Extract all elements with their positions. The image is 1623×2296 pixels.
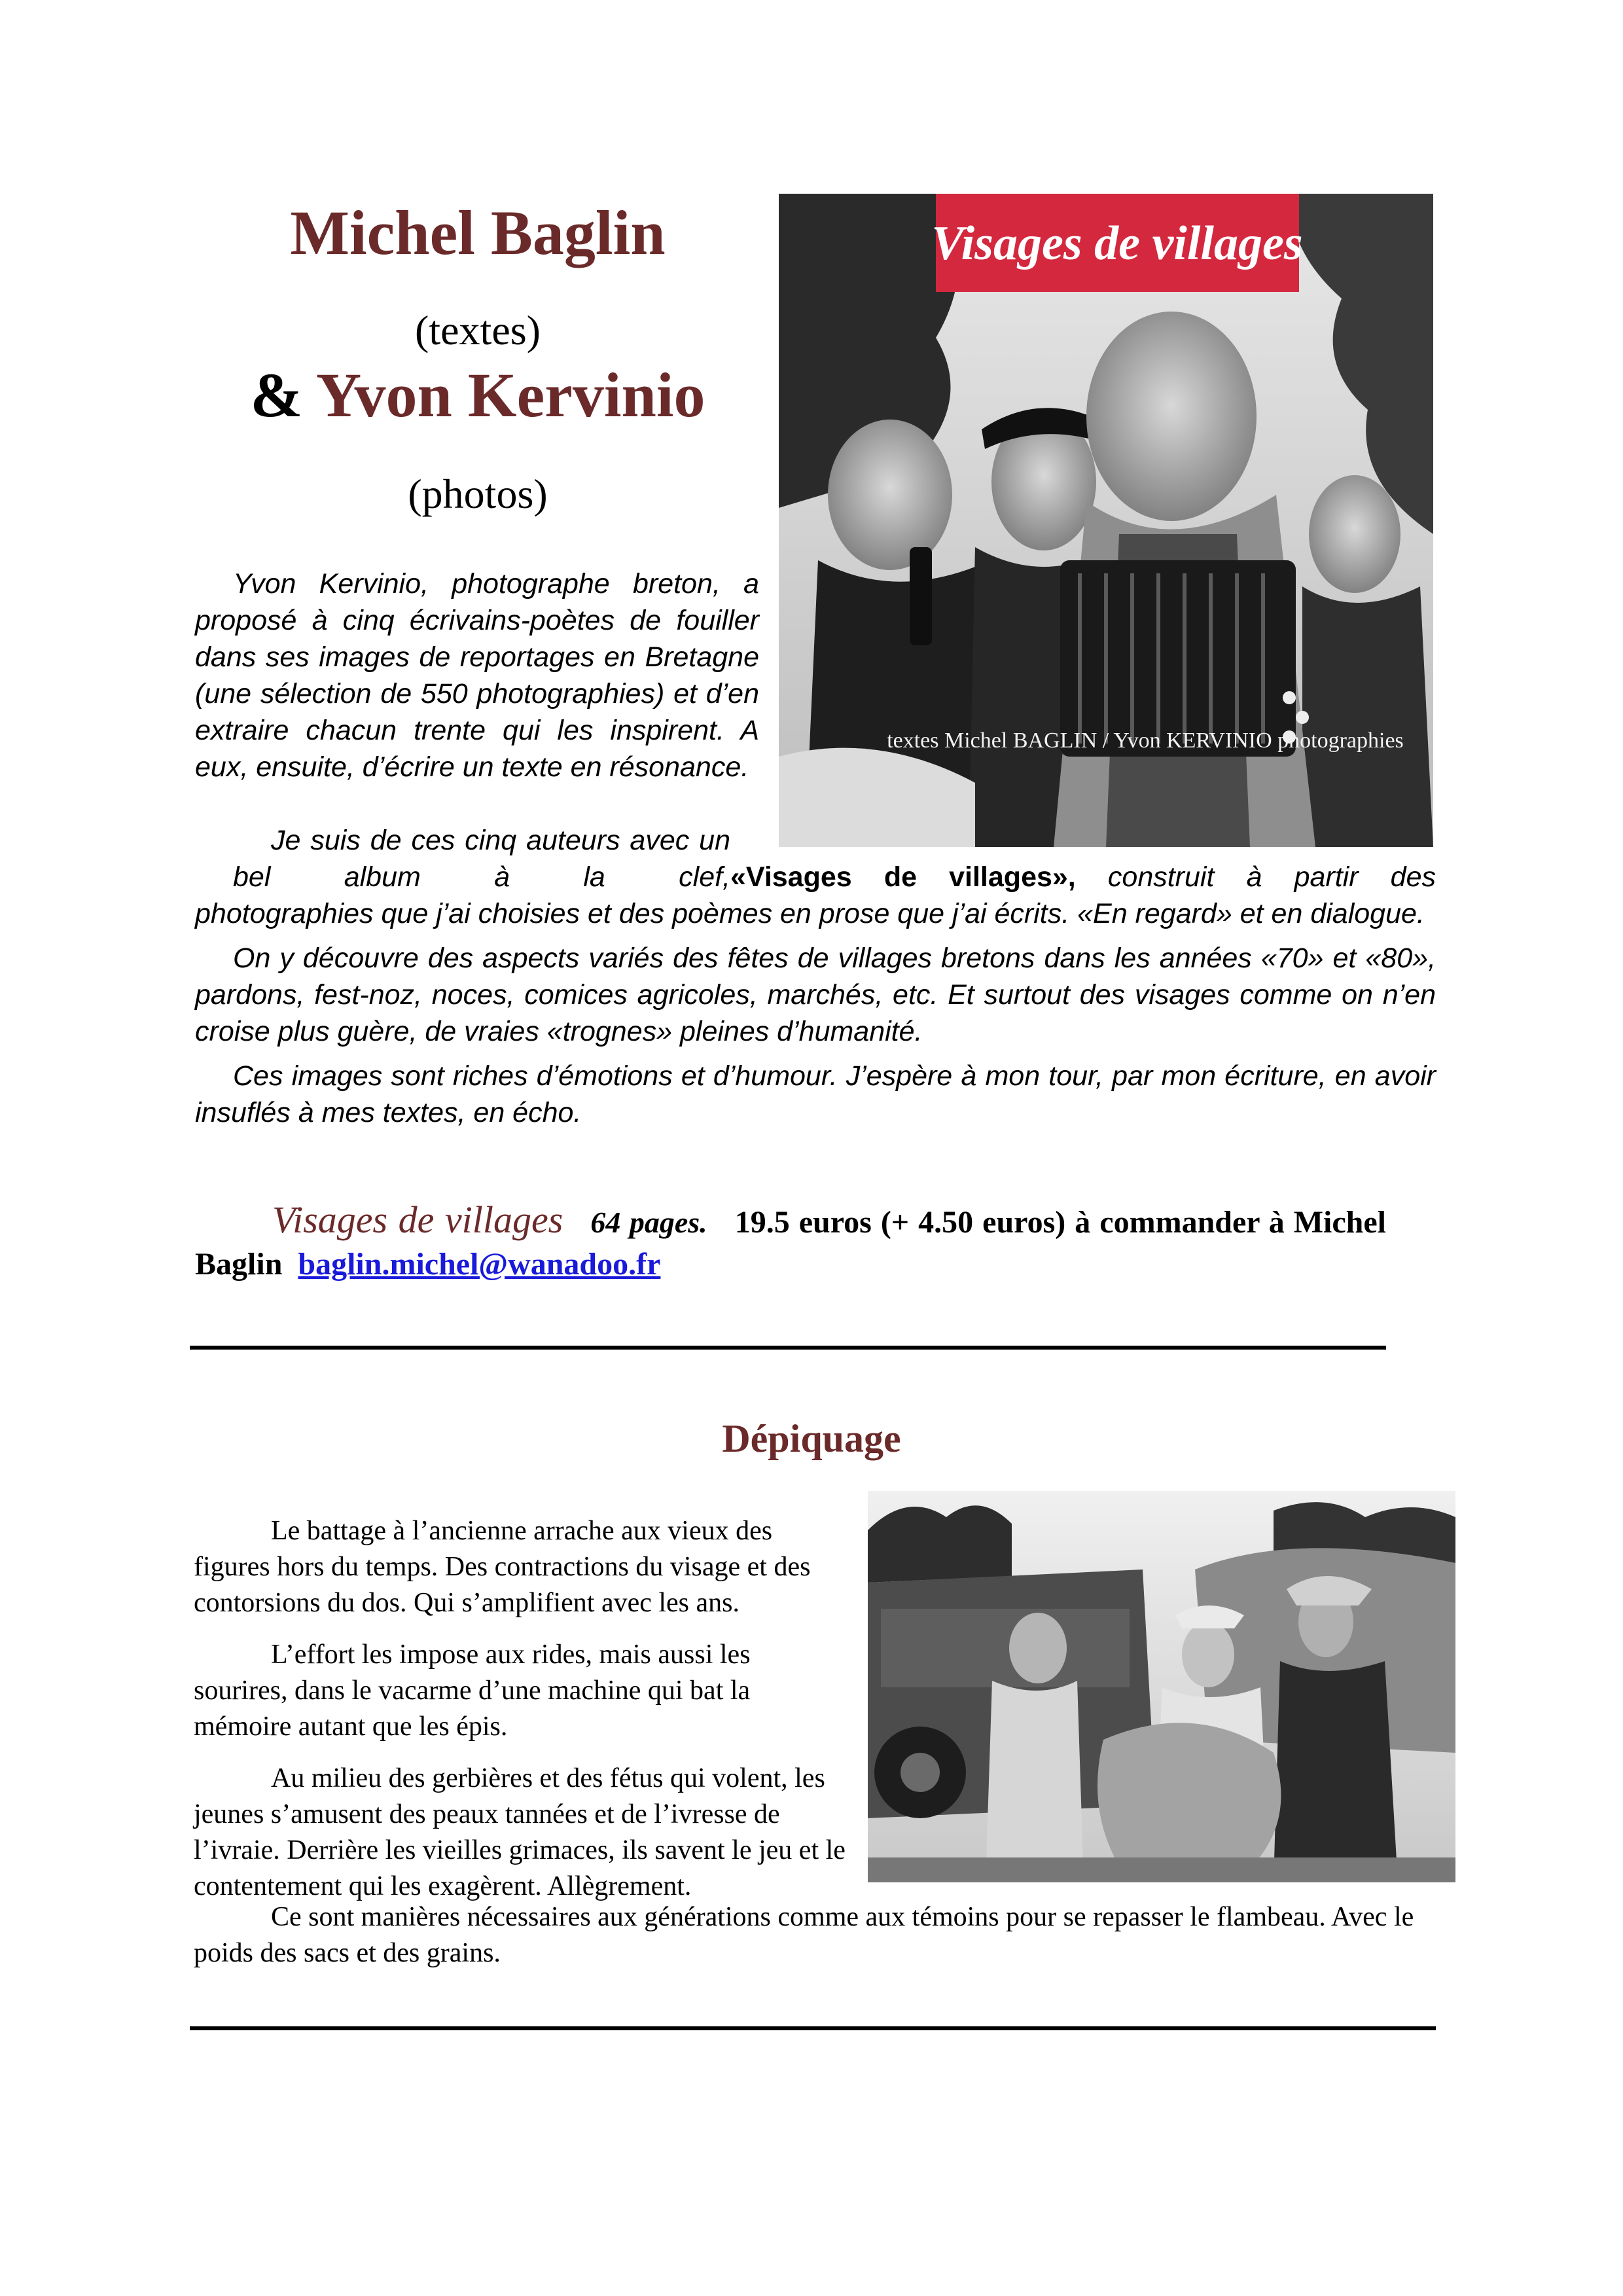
order-price: 19.5 euros (+ 4.50 euros) à commander à Michel Baglin bbox=[195, 1205, 1386, 1282]
intro-p2-book-title: «Visages de villages», bbox=[730, 861, 1076, 893]
section2-paragraph-4: Ce sont manières nécessaires aux générations comme aux témoins pour se repasser le flambeau. Avec le poids des sacs et des grains. bbox=[194, 1902, 1414, 1968]
section2-paragraph-3: Au milieu des gerbières et des fétus qui volent, les jeunes s’amusent des peaux tannées et de l’ivresse de l’ivraie. Derrière les vieilles grimaces, ils savent le jeu et le contentement qui les exagèrent. Allègrement. bbox=[194, 1763, 846, 1901]
order-email-link[interactable]: baglin.michel@wanadoo.fr bbox=[298, 1247, 661, 1282]
intro-column bbox=[195, 565, 759, 793]
intro-paragraph-3: On y découvre des aspects variés des fêtes de villages bretons dans les années «70» et «80», pardons, fest-noz, noces, comices agricoles, marchés, etc. Et surtout des visages comme on n’en croise plus guère, de vraies «trognes» pleines d’humanité. bbox=[195, 942, 1436, 1047]
intro-paragraph-1: Yvon Kervinio, photographe breton, a proposé à cinq écrivains-poètes de fouiller dans ses images de reportages en Bretagne (une sélection de 550 photographies) et d’en extraire chacun trente qui les inspirent. A eux, ensuite, d’écrire un texte en résonance. bbox=[195, 568, 759, 783]
section2-column bbox=[194, 1513, 851, 1920]
author-name-1: Michel Baglin bbox=[290, 198, 666, 268]
author-name-2-line bbox=[196, 359, 759, 431]
section-title: Dépiquage bbox=[722, 1417, 901, 1460]
divider-1 bbox=[190, 1346, 1386, 1350]
author-name-2: Yvon Kervinio bbox=[315, 360, 705, 430]
intro-p2-lead: Je suis de ces cinq auteurs avec un bel album à la clef, bbox=[233, 825, 730, 893]
section2-full-width bbox=[194, 1899, 1437, 1987]
order-pages: 64 pages. bbox=[590, 1206, 707, 1239]
divider-2 bbox=[190, 2026, 1436, 2030]
ampersand: & bbox=[250, 360, 303, 430]
order-book-title: Visages de villages bbox=[272, 1198, 563, 1241]
author-1-role: (textes) bbox=[415, 307, 541, 353]
author-2-role: (photos) bbox=[408, 471, 548, 517]
book-cover-image bbox=[779, 194, 1433, 847]
cover-banner-text: Visages de villages bbox=[931, 217, 1303, 270]
intro-paragraph-2 bbox=[195, 822, 1436, 932]
order-info bbox=[195, 1199, 1386, 1285]
threshing-photo bbox=[868, 1491, 1455, 1882]
section2-paragraph-1: Le battage à l’ancienne arrache aux vieux des figures hors du temps. Des contractions du visage et des contorsions du dos. Qui s’amplifient avec les ans. bbox=[194, 1516, 811, 1618]
intro-p2-rest: construit à partir des photographies que j’ai choisies et des poèmes en prose que j’ai écrits. «En regard» et en dialogue. bbox=[195, 861, 1436, 929]
intro-full-width bbox=[195, 822, 1436, 1139]
cover-credit-text: textes Michel BAGLIN / Yvon KERVINIO photographies bbox=[887, 728, 1404, 753]
section2-paragraph-2: L’effort les impose aux rides, mais aussi les sourires, dans le vacarme d’une machine qui bat la mémoire autant que les épis. bbox=[194, 1640, 751, 1742]
intro-paragraph-4: Ces images sont riches d’émotions et d’humour. J’espère à mon tour, par mon écriture, en avoir insuflés à mes textes, en écho. bbox=[195, 1060, 1436, 1128]
